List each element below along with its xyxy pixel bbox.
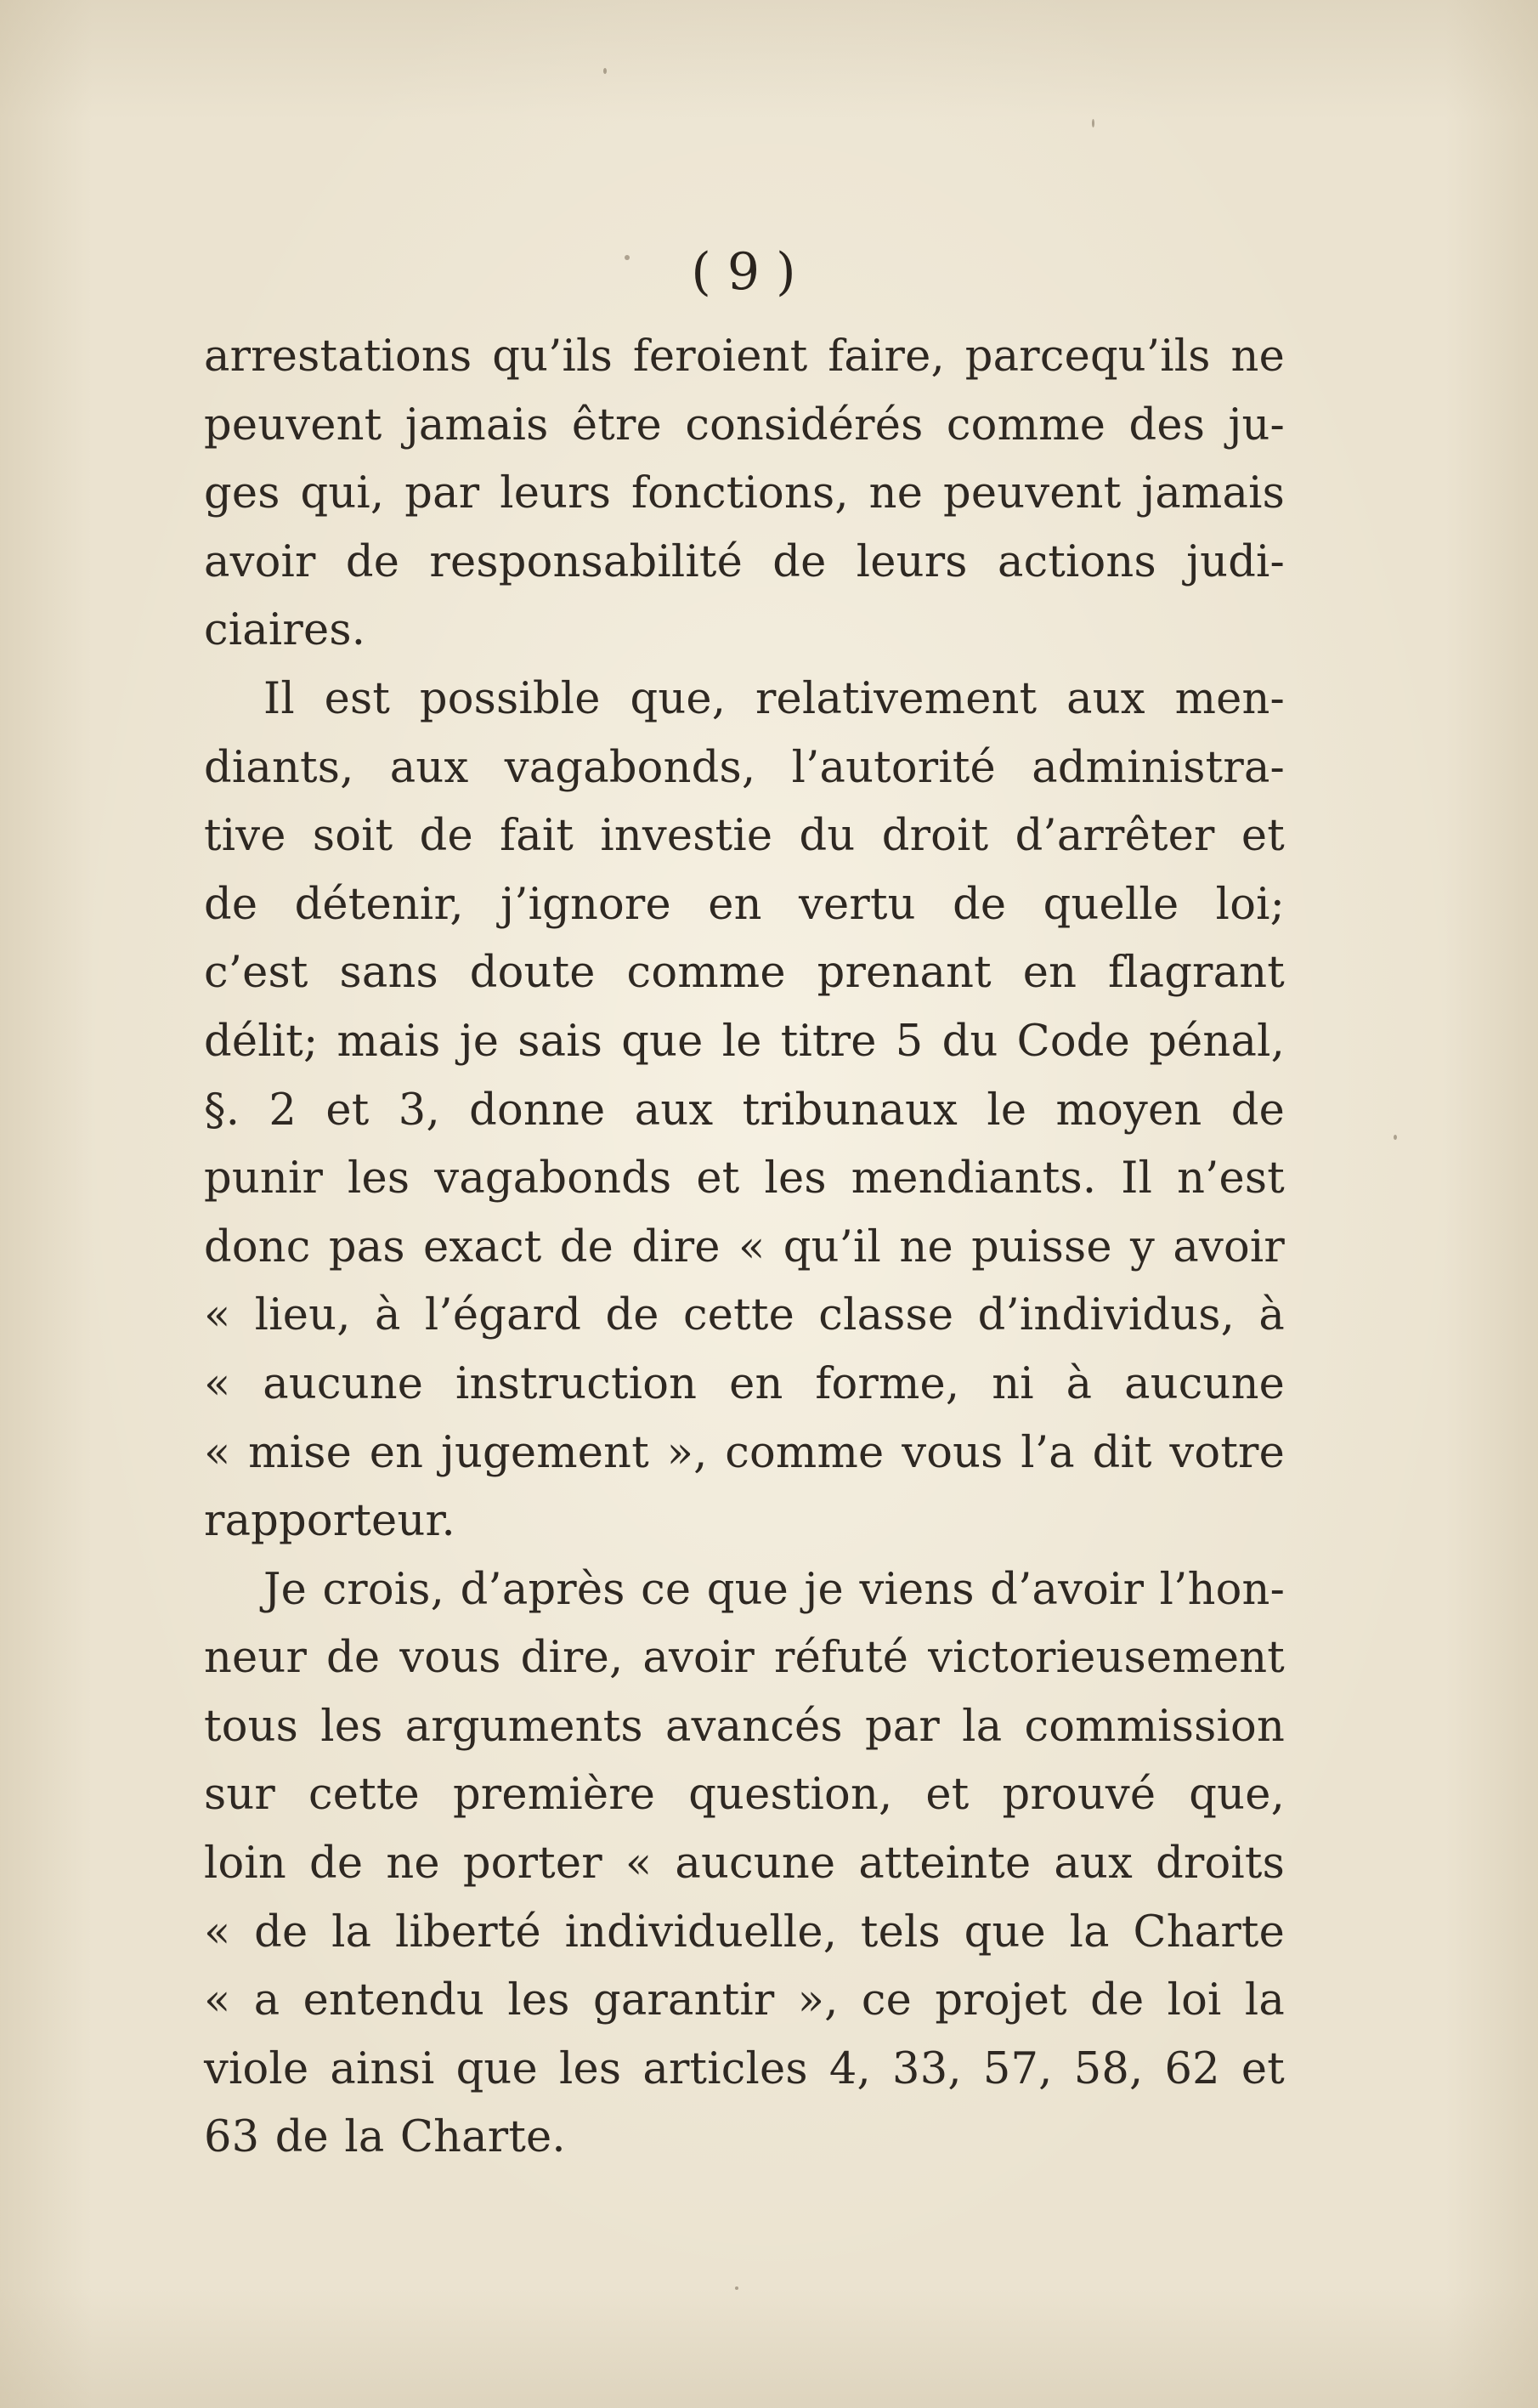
- text-line: tous les arguments avancés par la commission: [204, 1701, 1285, 1752]
- text-line: punir les vagabonds et les mendiants. Il n’est: [204, 1153, 1285, 1204]
- text-line: neur de vous dire, avoir réfuté victorieusement: [204, 1633, 1285, 1684]
- text-line: peuvent jamais être considérés comme des ju-: [204, 399, 1285, 450]
- text-line: de détenir, j’ignore en vertu de quelle loi;: [204, 879, 1285, 930]
- text-line: « de la liberté individuelle, tels que la Charte: [204, 1907, 1285, 1958]
- text-line: avoir de responsabilité de leurs actions judi-: [204, 536, 1285, 587]
- text-line: délit; mais je sais que le titre 5 du Code pénal,: [204, 1016, 1285, 1067]
- paper-speck: [603, 68, 607, 74]
- body-text: [204, 323, 1285, 2173]
- paper-speck: [625, 255, 630, 260]
- text-line: 63 de la Charte.: [204, 2112, 566, 2163]
- text-line: « mise en jugement », comme vous l’a dit votre: [204, 1427, 1285, 1478]
- text-line: « aucune instruction en forme, ni à aucune: [204, 1358, 1285, 1409]
- page-number: ( 9 ): [691, 242, 796, 302]
- paper-speck: [735, 2286, 738, 2290]
- paragraph-start-line: Je crois, d’après ce que je viens d’avoir l’hon-: [263, 1564, 1285, 1615]
- text-line: ciaires.: [204, 605, 366, 656]
- paper-speck: [1092, 119, 1094, 127]
- text-line: ges qui, par leurs fonctions, ne peuvent jamais: [204, 468, 1285, 519]
- text-line: loin de ne porter « aucune atteinte aux droits: [204, 1839, 1285, 1890]
- text-line: « a entendu les garantir », ce projet de loi la: [204, 1975, 1285, 2026]
- text-line: diants, aux vagabonds, l’autorité administra-: [204, 742, 1285, 793]
- text-line: viole ainsi que les articles 4, 33, 57, 58, 62 et: [204, 2043, 1285, 2094]
- text-line: rapporteur.: [204, 1496, 455, 1547]
- text-line: « lieu, à l’égard de cette classe d’individus, à: [204, 1290, 1285, 1341]
- text-line: arrestations qu’ils feroient faire, parcequ’ils ne: [204, 331, 1285, 382]
- text-line: sur cette première question, et prouvé que,: [204, 1770, 1285, 1821]
- paper-speck: [1394, 1135, 1397, 1140]
- paragraph-start-line: Il est possible que, relativement aux men-: [263, 673, 1285, 724]
- text-line: §. 2 et 3, donne aux tribunaux le moyen de: [204, 1085, 1285, 1136]
- text-line: donc pas exact de dire « qu’il ne puisse y avoir: [204, 1221, 1285, 1272]
- text-line: tive soit de fait investie du droit d’arrêter et: [204, 811, 1285, 862]
- text-line: c’est sans doute comme prenant en flagrant: [204, 948, 1285, 999]
